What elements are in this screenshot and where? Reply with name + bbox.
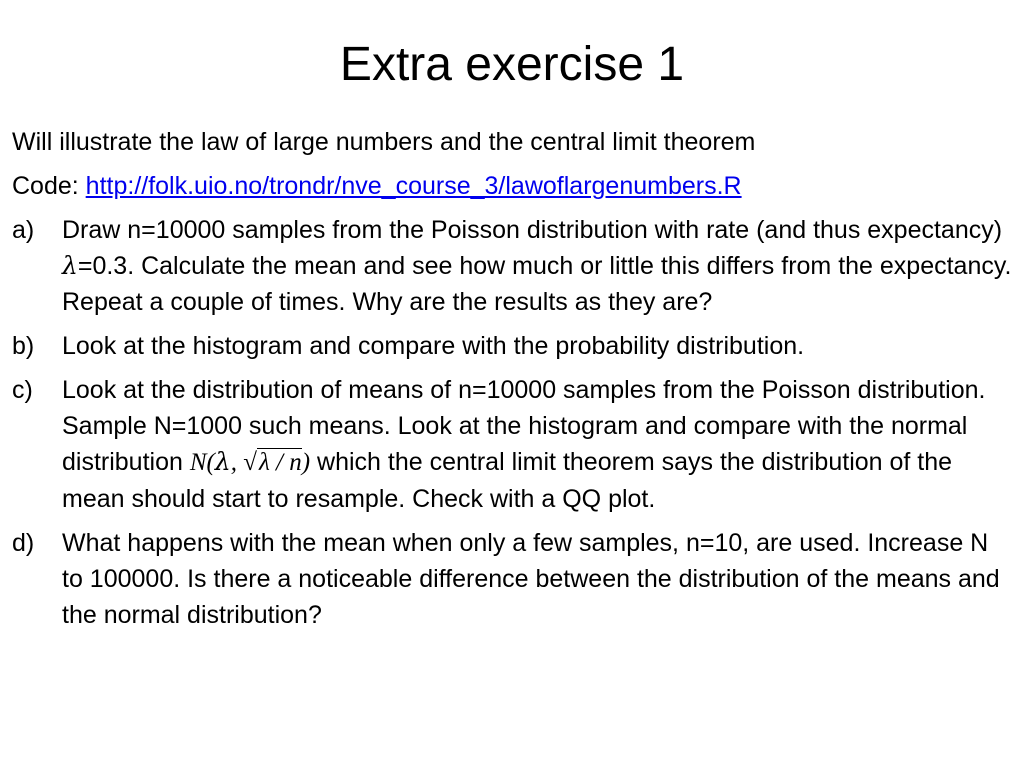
slide-title: Extra exercise 1: [339, 38, 685, 91]
item-text-part: Draw n=10000 samples from the Poisson distribution with rate (and thus expectancy): [62, 216, 1003, 244]
code-line: [12, 168, 1016, 204]
list-marker: c): [12, 376, 33, 404]
formula-n: N: [189, 449, 207, 476]
list-item-b: [12, 328, 1016, 364]
item-text-part: which the central limit theorem says the distribution of the mean should start to resample. Check with a QQ plot.: [62, 448, 953, 513]
code-label: Code:: [12, 172, 86, 200]
list-item-text: Look at the histogram and compare with the probability distribution.: [62, 332, 805, 360]
slide-body: [12, 124, 1016, 641]
intro-text: Will illustrate the law of large numbers and the central limit theorem: [12, 128, 756, 156]
item-text-part: =0.3. Calculate the mean and see how much or little this differs from the expectancy. Repeat a couple of times. Why are the results as they are?: [62, 252, 1012, 316]
formula-lambda: λ: [214, 447, 231, 476]
formula-close-paren: ): [301, 449, 311, 476]
list-item-text: [62, 212, 1016, 320]
formula-comma: ,: [230, 449, 237, 476]
list-item-c: [12, 372, 1016, 517]
formula-sqrt-body: λ / n: [258, 449, 302, 476]
item-text-part: Look at the distribution of means of n=10000 samples from the Poisson distribution. Sample N=1000 such means. Look at the histogram and compare with the normal distribution: [62, 376, 986, 476]
list-item-text: [62, 372, 1016, 517]
normal-distribution-formula: [190, 449, 310, 476]
formula-open-paren: (: [206, 449, 215, 476]
code-link[interactable]: http://folk.uio.no/trondr/nve_course_3/lawoflargenumbers.R: [85, 172, 742, 200]
list-marker: a): [12, 216, 35, 244]
lambda-symbol: λ: [62, 251, 78, 280]
list-marker: b): [12, 332, 35, 360]
list-item-text: What happens with the mean when only a few samples, n=10, are used. Increase N to 100000. Is there a noticeable difference between the distribution of the means and the normal distribution?: [62, 529, 1000, 629]
sqrt-icon: √: [243, 449, 257, 476]
list-item-a: [12, 212, 1016, 320]
list-item-d: [12, 525, 1016, 633]
list-marker: d): [12, 529, 35, 557]
